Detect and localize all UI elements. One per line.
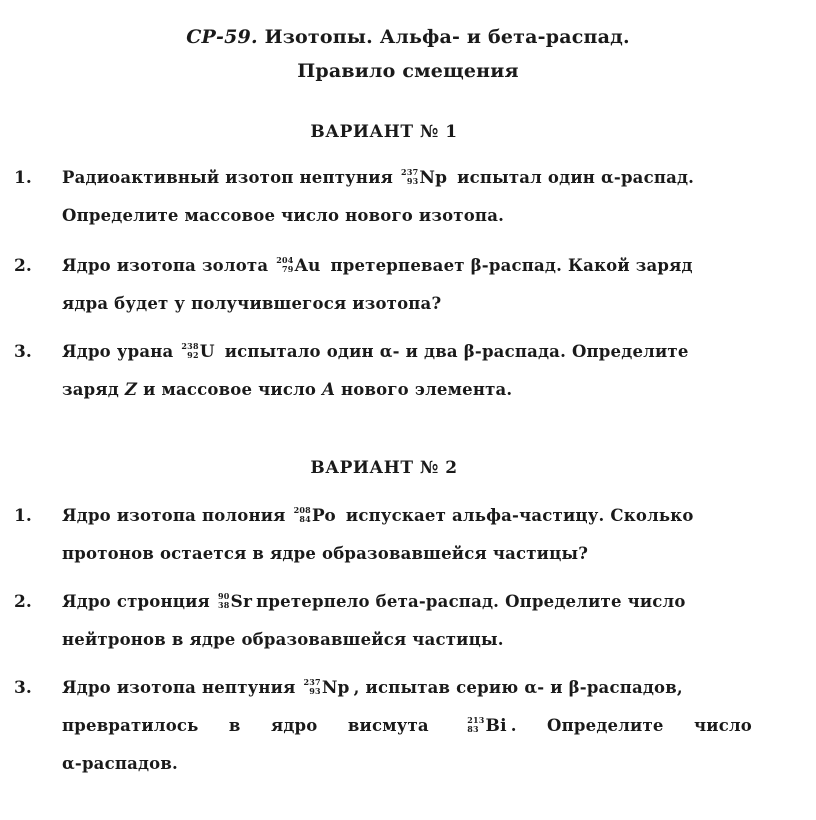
problem-text: . Определите число: [510, 716, 752, 735]
charge-number: 92: [187, 349, 199, 360]
worksheet-title: [0, 26, 816, 48]
charge-number: 93: [406, 175, 419, 186]
problem-line: α-распадов.: [62, 754, 179, 773]
element-symbol: U: [199, 342, 215, 362]
isotope-notation: [401, 168, 447, 188]
problem-text: Ядро изотопа золота: [62, 256, 269, 275]
mass-number: 237: [401, 166, 419, 177]
mass-symbol: A: [322, 380, 336, 399]
mass-number: 213: [467, 714, 485, 725]
element-symbol: Sr: [230, 592, 253, 612]
mass-number: 204: [276, 254, 294, 265]
problem-number: 3.: [14, 342, 32, 362]
problem-number: 2.: [14, 592, 32, 612]
problem-text: , испытав серию α- и β-распадов,: [353, 678, 683, 697]
isotope-notation: [181, 342, 214, 362]
problem-line: [62, 592, 752, 612]
worksheet-code: СР-59.: [186, 26, 258, 48]
problem-line: [62, 678, 752, 698]
isotope-notation: [218, 592, 252, 612]
problem-text: испытал один α-распад.: [457, 168, 695, 187]
charge-number: 93: [309, 685, 321, 696]
problem-line: [62, 506, 752, 526]
mass-number: 90: [217, 590, 230, 601]
problem-number: 3.: [14, 678, 32, 698]
problem-text: Ядро урана: [62, 342, 174, 361]
element-symbol: Bi: [485, 716, 507, 736]
variant-1-heading: ВАРИАНТ № 1: [310, 122, 458, 142]
element-symbol: Au: [294, 256, 321, 276]
problem-text: превратилось в ядро висмута: [62, 716, 429, 735]
mass-number: 208: [293, 504, 311, 515]
problem-number: 1.: [14, 168, 32, 188]
problem-text: претерпевает β-распад. Какой заряд: [330, 256, 693, 275]
problem-line: [62, 380, 752, 399]
mass-number: 237: [303, 676, 321, 687]
problem-text: Ядро изотопа нептуния: [62, 678, 296, 697]
problem-text: испускает альфа-частицу. Сколько: [345, 506, 694, 525]
isotope-notation: [304, 678, 350, 698]
charge-symbol: Z: [124, 380, 138, 399]
element-symbol: Np: [321, 678, 350, 698]
problem-line: нейтронов в ядре образовавшейся частицы.: [62, 630, 504, 649]
worksheet-title-text: Изотопы. Альфа- и бета-распад.: [257, 26, 630, 48]
problem-text: заряд: [62, 380, 125, 399]
problem-text: Радиоактивный изотоп нептуния: [62, 168, 394, 187]
problem-text: нового элемента.: [335, 380, 513, 399]
mass-number: 238: [181, 340, 199, 351]
element-symbol: Np: [419, 168, 448, 188]
element-symbol: Po: [311, 506, 336, 526]
charge-number: 38: [217, 599, 230, 610]
worksheet-subtitle: Правило смещения: [297, 60, 519, 82]
problem-line: [62, 168, 752, 188]
charge-number: 84: [299, 513, 311, 524]
problem-line: Определите массовое число нового изотопа.: [62, 206, 505, 225]
problem-text: испытало один α- и два β-распада. Определите: [224, 342, 689, 361]
problem-number: 2.: [14, 256, 32, 276]
isotope-notation: [276, 256, 320, 276]
problem-line: ядра будет у получившегося изотопа?: [62, 294, 442, 313]
isotope-notation: [467, 716, 507, 736]
problem-number: 1.: [14, 506, 32, 526]
charge-number: 79: [282, 263, 294, 274]
problem-text: Ядро изотопа полония: [62, 506, 286, 525]
problem-text: Ядро стронция: [62, 592, 210, 611]
problem-line: [62, 342, 752, 362]
isotope-notation: [294, 506, 336, 526]
problem-text: и массовое число: [137, 380, 323, 399]
problem-line: [62, 256, 752, 276]
problem-line: протонов остается в ядре образовавшейся частицы?: [62, 544, 589, 563]
variant-2-heading: ВАРИАНТ № 2: [310, 458, 458, 478]
problem-line: [62, 716, 752, 736]
charge-number: 83: [467, 723, 479, 734]
problem-text: претерпело бета-распад. Определите число: [256, 592, 686, 611]
